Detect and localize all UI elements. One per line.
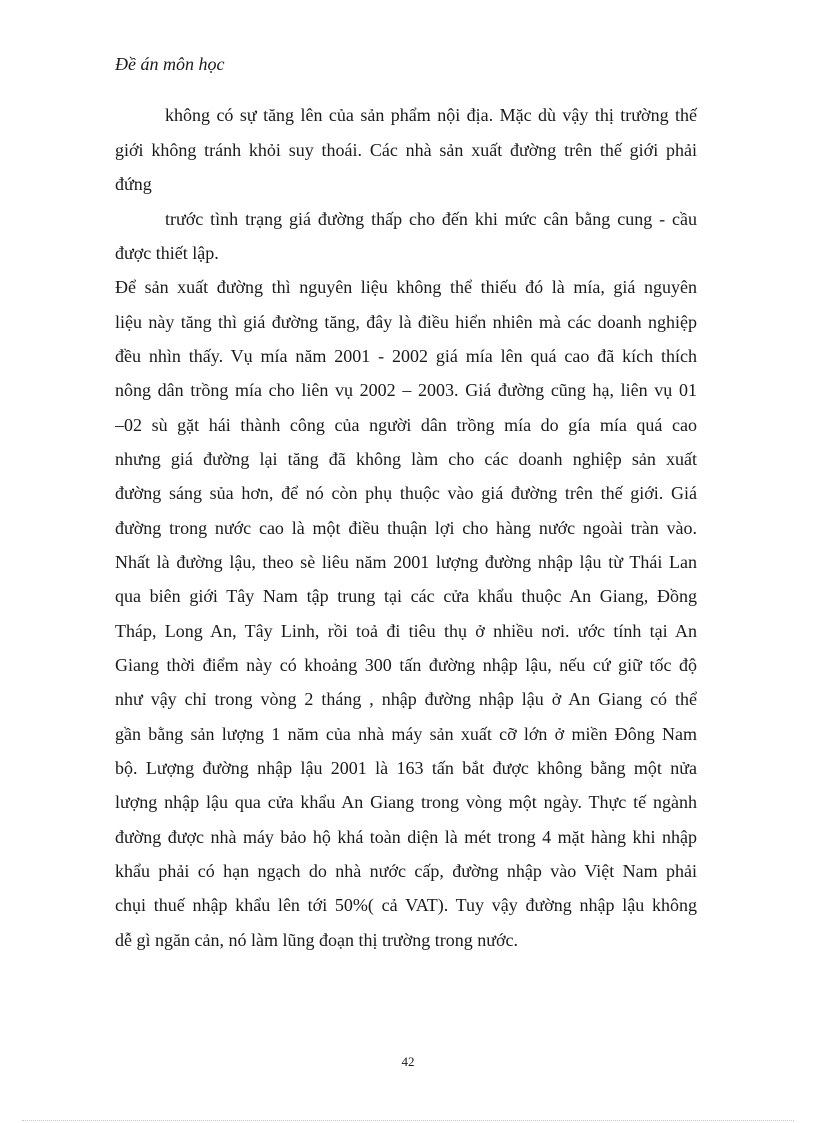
text-line: trước tình trạng giá đường thấp cho đến khi mức cân bằng cung - cầu [165, 209, 697, 229]
footer-divider [22, 1120, 794, 1121]
text-line: không có sự tăng lên của sản phẩm nội địa. Mặc dù vậy thị trường thế [165, 105, 697, 125]
text-line: dễ gì ngăn cản, nó làm lũng đoạn thị trường trong nước. [115, 930, 518, 950]
text-line: đường trong nước cao là một điều thuận lợi cho hàng nước ngoài tràn vào. [115, 518, 697, 538]
text-line: được thiết lập. [115, 243, 219, 263]
text-line: Nhất là đường lậu, theo sè liêu năm 2001 lượng đường nhập lậu từ Thái Lan [115, 552, 697, 572]
text-line: Tháp, Long An, Tây Linh, rồi toả đi tiêu thụ ở nhiều nơi. ước tính tại An [115, 621, 697, 641]
page-number: 42 [401, 1054, 415, 1069]
text-line: liệu này tăng thì giá đường tăng, đây là điều hiển nhiên mà các doanh nghiệp [115, 312, 697, 332]
text-line: gần bằng sản lượng 1 năm của nhà máy sản xuất cỡ lớn ở miền Đông Nam [115, 724, 697, 744]
text-line: nông dân trồng mía cho liên vụ 2002 – 2003. Giá đường cũng hạ, liên vụ 01 [115, 380, 697, 400]
text-line: đứng [115, 174, 152, 194]
text-line: giới không tránh khỏi suy thoái. Các nhà sản xuất đường trên thế giới phải [115, 140, 697, 160]
text-line: bộ. Lượng đường nhập lậu 2001 là 163 tấn bắt được không bằng một nửa [115, 758, 697, 778]
text-line: Giang thời điểm này có khoảng 300 tấn đường nhập lậu, nếu cứ giữ tốc độ [115, 655, 697, 675]
text-line: nhưng giá đường lại tăng đã không làm cho các doanh nghiệp sản xuất [115, 449, 697, 469]
text-line: đường được nhà máy bảo hộ khá toàn diện là mét trong 4 mặt hàng khi nhập [115, 827, 697, 847]
running-header: Đề án môn học [115, 54, 225, 74]
text-line: đều nhìn thấy. Vụ mía năm 2001 - 2002 giá mía lên quá cao đã kích thích [115, 346, 697, 366]
text-line: qua biên giới Tây Nam tập trung tại các cửa khẩu thuộc An Giang, Đồng [115, 586, 697, 606]
text-line: như vậy chỉ trong vòng 2 tháng , nhập đường nhập lậu ở An Giang có thể [115, 689, 697, 709]
text-line: đường sáng sủa hơn, để nó còn phụ thuộc vào giá đường trên thế giới. Giá [115, 483, 697, 503]
text-line: –02 sù gặt hái thành công của người dân trồng mía do gía mía quá cao [115, 415, 697, 435]
text-line: khẩu phải có hạn ngạch do nhà nước cấp, đường nhập vào Việt Nam phải [115, 861, 697, 881]
text-line: chụi thuế nhập khẩu lên tới 50%( cả VAT). Tuy vậy đường nhập lậu không [115, 895, 697, 915]
text-line: Để sản xuất đường thì nguyên liệu không thể thiếu đó là mía, giá nguyên [115, 277, 697, 297]
text-line: lượng nhập lậu qua cửa khẩu An Giang trong vòng một ngày. Thực tế ngành [115, 792, 697, 812]
